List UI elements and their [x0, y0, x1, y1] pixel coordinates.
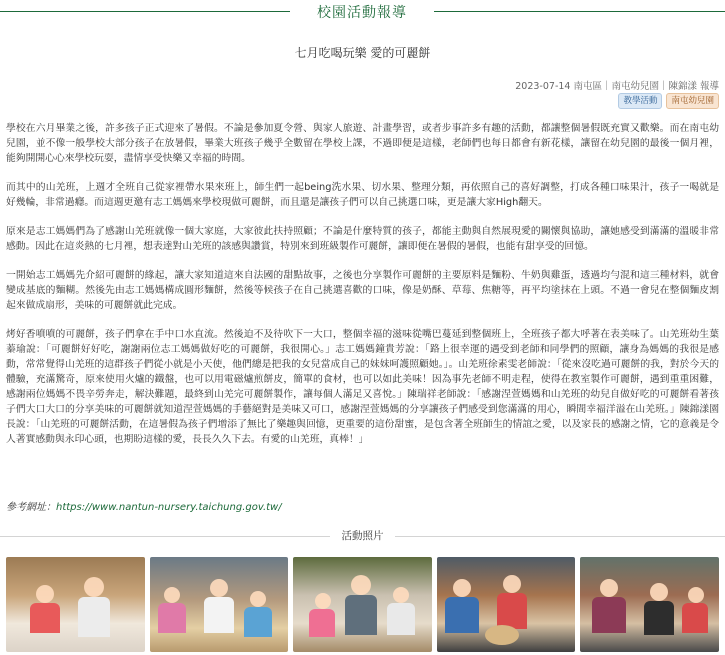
paragraph: 原來是志工媽媽們為了感謝山羌班就像一個大家庭，大家彼此扶持照顧；不論是什麼特質的孩子，都能主動與自然展現愛的關懷與協助，讓她感受到滿滿的溫暖非常感動。因此在這炎熱的七月裡，想表達對山羌班的該感與讚賞，特別來到班級製作可麗餅，讓即便在暑假的暑假，也能有甜享受的回憶。	[6, 226, 719, 252]
article-body	[6, 121, 719, 461]
paragraph: 一開始志工媽媽先介紹可麗餅的緣起，讓大家知道這來自法國的甜點故事，之後也分享製作可麗餅的主要原料是麵粉、牛奶與雞蛋，透過均勻混和這三種材料，就會變成基底的麵糊。然後先由志工媽媽構成圓形麵餅，然後等候孩子在自己挑選喜歡的口味，像是奶酥、草莓、焦糖等，再平均塗抹在上頭。不過一會兒在整個麵皮割起來做成扇形，美味的可麗餅就此完成。	[6, 270, 719, 311]
photo-gallery	[6, 557, 719, 652]
tag-teaching-activity[interactable]: 教學活動	[618, 93, 662, 109]
paragraph: 烤好香噴噴的可麗餅，孩子們拿在手中口水直流。然後迫不及待吹下一大口，整個幸福的滋味從嘴巴蔓延到整個班上，全班孩子都大呼著在表美味了。山羌班幼生葉蓁瑜說：「可麗餅好好吃，謝謝兩位志工媽媽做好吃的可麗餅，我很開心。」志工媽媽鐘貴芳說：「路上很幸運的遇受到老師和同學們的照顧，讓身為媽媽的我很是感動，常常覺得山羌班的這群孩子們從小就是小天使，他們總是把我的女兒當成自己的妹妹呵護照顧她。」。山羌班徐素雯老師說：「從來沒吃過可麗餅的我，對於今天的體驗，充滿驚奇，原來使用火爐的鐵盤，也可以用電磁爐煎餅皮，簡單的食材，也可以如此美味！因為事先老師不明走程，使得在教室製作可麗餅，遇到重重困難，感謝兩位媽媽不畏辛勞奔走，解決難題，最終到山羌完可麗餅製作，讓每個人滿足又喜悅。」陳瑞祥老師說：「感謝涅萱媽媽和山羌班的幼兒自做好吃的可麗餅看著孩子們大口大口的分享美味的可麗餅就知道涅萱媽媽的手藝絕對是美味又可口，感謝涅萱媽媽的分享讓孩子們感受到您滿滿的用心，瞬間幸福洋溢在山羌班。」陳錦漾園長說：「山羌班的可麗餅活動，在這暑假為孩子們增添了無比了樂趣與回憶，更重要的這份甜蜜，是包含著全班師生的情誼之愛，以及家長的感謝之情，它的意義是令人著實感動與永印心頭，也期盼這樣的愛，長長久久下去。有愛的山羌班，真棒！」	[6, 329, 719, 445]
photos-title: 活動照片	[341, 530, 384, 542]
tag-school[interactable]: 南屯幼兒園	[666, 93, 719, 109]
paragraph: 學校在六月畢業之後，許多孩子正式迎來了暑假。不論是參加夏令營、與家人旅遊、計畫學習，或者步事許多有趣的活動，都讓整個暑假既充實又歡樂。而在南屯幼兒園，並不像一般學校大部分孩子在放暑假，畢業大班孩子幾乎全數留在學校上課，不過即便是這樣，老師們也每日都會有新花樣，讓留在幼兒園的最後一個月裡，能夠開開心心來學校玩耍，盡情享受快樂又幸福的時間。	[6, 123, 719, 164]
section-title: 校園活動報導	[317, 5, 407, 21]
activity-photo-3[interactable]	[293, 557, 432, 652]
reference	[6, 498, 282, 513]
reference-label: 參考網址：	[6, 502, 56, 513]
photos-divider-left	[0, 536, 330, 537]
section-header	[0, 0, 725, 24]
article-title: 七月吃喝玩樂 愛的可麗餅	[294, 46, 431, 60]
article-meta: 2023-07-14 南屯區｜南屯幼兒園｜陳錦漾 報導	[515, 81, 719, 92]
activity-photo-5[interactable]	[580, 557, 719, 652]
header-divider-left	[0, 11, 290, 12]
article-tags	[618, 93, 719, 109]
photos-header	[0, 528, 725, 544]
paragraph: 而其中的山羌班，上週才全班自己從家裡帶水果來班上，師生們一起being洗水果、切水果、整理分類，再依照自己的喜好調整，打成各種口味果汁，孩子一喝就是好幾輪，非常過癮。而這週更邀有志工媽媽來學校現做可麗餅，而且還是讓孩子們可以自己挑選口味，更是讓大家High翻天。	[6, 182, 719, 208]
photos-divider-right	[395, 536, 725, 537]
reference-link[interactable]: https://www.nantun-nursery.taichung.gov.tw/	[56, 502, 282, 513]
activity-photo-1[interactable]	[6, 557, 145, 652]
activity-photo-4[interactable]	[437, 557, 576, 652]
activity-photo-2[interactable]	[150, 557, 289, 652]
header-divider-right	[434, 11, 725, 12]
